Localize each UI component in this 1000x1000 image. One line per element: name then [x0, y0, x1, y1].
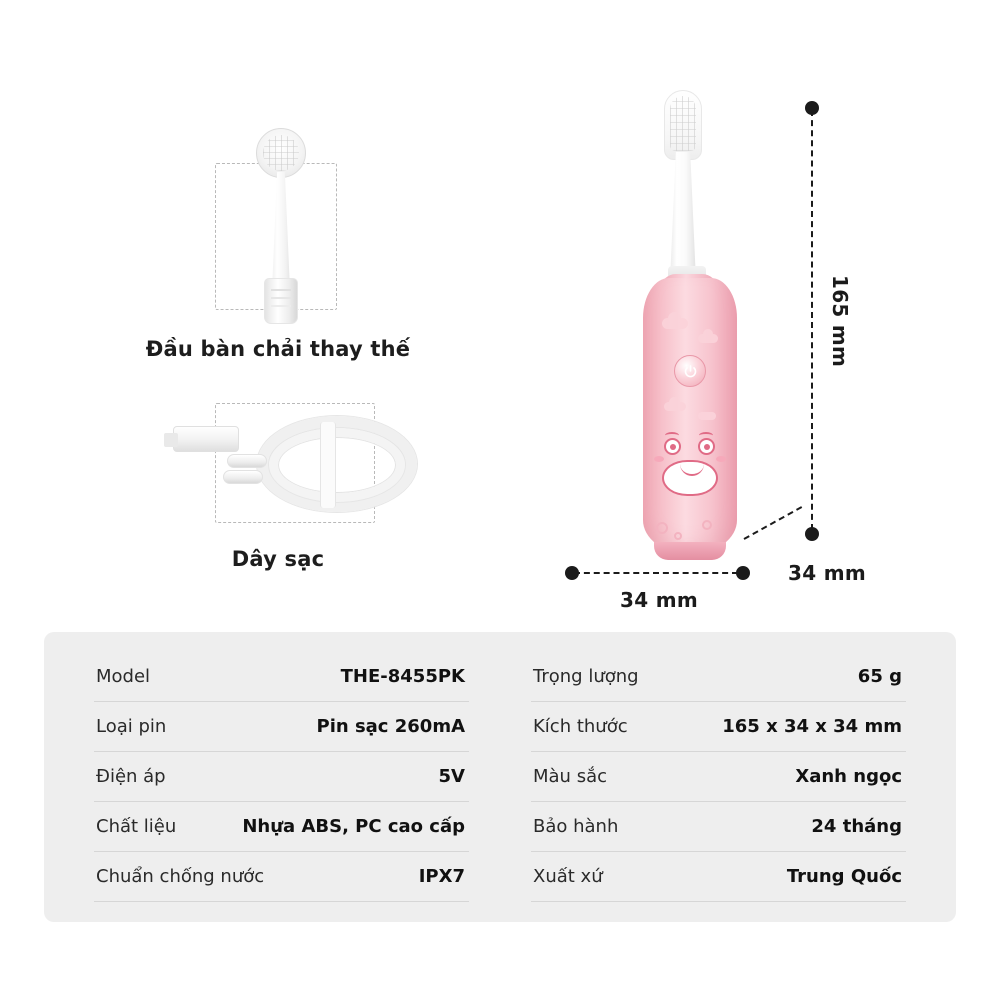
cloud-decor-icon [698, 334, 718, 343]
power-icon [674, 355, 706, 387]
table-row [531, 702, 906, 752]
cable-jack-2 [223, 470, 263, 484]
usb-cable-icon [165, 408, 425, 523]
table-row [94, 702, 469, 752]
spec-column-right [531, 652, 906, 902]
table-row [531, 652, 906, 702]
brush-head-bristles [256, 128, 306, 178]
spec-value: Nhựa ABS, PC cao cấp [242, 816, 465, 837]
spec-key: Màu sắc [533, 766, 607, 787]
spec-value: Xanh ngọc [795, 766, 902, 787]
cloud-decor-icon [698, 412, 716, 420]
dimension-line-width [574, 572, 738, 574]
spec-key: Chất liệu [96, 816, 177, 837]
dimension-label-width: 34 mm [620, 588, 698, 612]
cartoon-face [656, 430, 724, 510]
spec-value: Trung Quốc [786, 866, 902, 887]
cheek-left [654, 456, 664, 462]
spec-panel [44, 632, 956, 922]
spec-value: IPX7 [418, 866, 465, 887]
spec-key: Kích thước [533, 716, 628, 737]
spec-key: Điện áp [96, 766, 166, 787]
spec-columns [94, 652, 906, 902]
brush-head-icon [238, 128, 324, 328]
accessory-caption-brush-head: Đầu bàn chải thay thế [145, 337, 411, 361]
spec-value: 165 x 34 x 34 mm [722, 716, 902, 737]
toothbrush-body [643, 278, 737, 554]
bubble-decor-icon [674, 532, 682, 540]
spec-column-left [94, 652, 469, 902]
eye-left [664, 438, 681, 455]
spec-key: Chuẩn chống nước [96, 866, 265, 887]
cloud-decor-icon [662, 318, 688, 329]
toothbrush-illustration [640, 90, 760, 560]
accessory-caption-cable: Dây sạc [231, 547, 325, 571]
table-row [94, 652, 469, 702]
spec-key: Bảo hành [533, 816, 619, 837]
cloud-decor-icon [664, 402, 686, 411]
spec-key: Xuất xứ [533, 866, 603, 887]
brush-head-neck [269, 172, 293, 282]
spec-value: THE-8455PK [340, 666, 465, 687]
spec-value: Pin sạc 260mA [316, 716, 465, 737]
spec-key: Loại pin [96, 716, 167, 737]
dimension-label-depth: 34 mm [788, 561, 866, 585]
spec-value: 24 tháng [811, 816, 902, 837]
table-row [94, 752, 469, 802]
cable-tie [320, 422, 336, 508]
cable-loop-inner [269, 428, 405, 502]
table-row [531, 802, 906, 852]
table-row [531, 852, 906, 902]
brush-head-base [264, 278, 298, 324]
spec-key: Model [96, 666, 151, 687]
table-row [531, 752, 906, 802]
table-row [94, 802, 469, 852]
table-row [94, 852, 469, 902]
usb-plug [173, 426, 239, 452]
dimension-dot-bottom-right [736, 566, 750, 580]
cable-jack-1 [227, 454, 267, 468]
dimension-line-height [811, 110, 813, 530]
toothbrush-neck [668, 152, 698, 272]
toothbrush-bristles [664, 90, 702, 160]
spec-key: Trọng lượng [533, 666, 639, 687]
toothbrush-foot [654, 542, 726, 560]
spec-value: 5V [438, 766, 465, 787]
bubble-decor-icon [656, 522, 668, 534]
spec-value: 65 g [857, 666, 902, 687]
cheek-right [716, 456, 726, 462]
mouth [662, 460, 718, 496]
eye-right [698, 438, 715, 455]
bubble-decor-icon [702, 520, 712, 530]
dimension-label-height: 165 mm [828, 275, 852, 368]
